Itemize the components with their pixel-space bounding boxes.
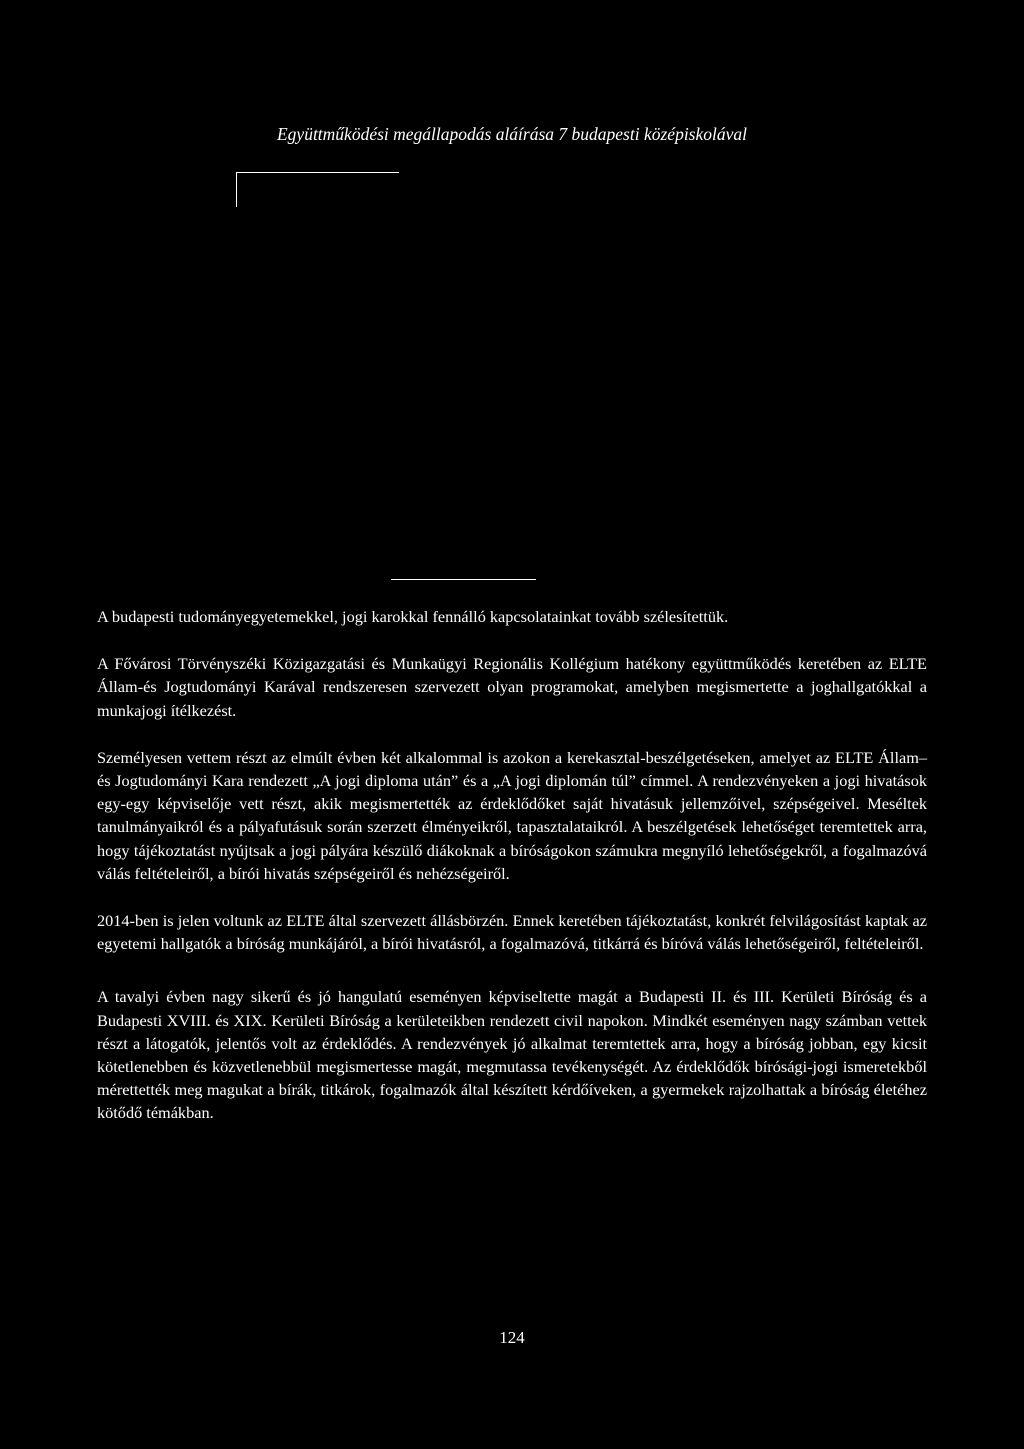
paragraph-universities: A budapesti tudományegyetemekkel, jogi karokkal fennálló kapcsolatainkat tovább szélesítettük.	[97, 607, 729, 626]
photo-frame-bottom-line	[391, 579, 536, 580]
photo-caption: Együttműködési megállapodás aláírása 7 budapesti középiskolával	[276, 124, 747, 144]
paragraph-roundtable: Személyesen vettem részt az elmúlt évben két alkalommal is azokon a kerekasztal-beszélgetéseken, amelyet az ELTE Állam– és Jogtudományi Kara rendezett „A jogi diploma után” és a „A jogi diplomán túl” címmel. A rendezvényeken a jogi hivatások egy-egy képviselője vett részt, akik megismertették az érdeklődőket saját hivatásuk jellemzőivel, szépségeivel. Meséltek tanulmányaikról és a pályafutásuk során szerzett élményeikről, tapasztalataikról. A beszélgetések lehetőséget teremtettek arra, hogy tájékoztatást nyújtsak a jogi pályára készülő diákoknak a bíróságokon számukra megnyíló lehetőségekről, a fogalmazóvá válás feltételeiről, a bírói hivatás szépségeiről és nehézségeiről.	[97, 747, 927, 883]
photo-placeholder	[236, 172, 536, 582]
paragraph-civil-days: A tavalyi évben nagy sikerű és jó hangulatú eseményen képviseltette magát a Budapesti II. és III. Kerületi Bíróság és a Budapesti XVIII. és XIX. Kerületi Bíróság a kerületeikben rendezett civil napokon. Mindkét eseményen nagy számban vettek részt a látogatók, jelentős volt az érdeklődés. A rendezvények jó alkalmat teremtettek arra, hogy a bíróság jobban, egy kicsit kötetlenebben és közvetlenebbül megismertesse magát, megmutassa tevékenységét. Az érdeklődők bírósági-jogi ismeretekből mérettették meg magukat a bírák, titkárok, fogalmazók által készített kérdőíveken, a gyermekek rajzolhattak a bíróság életéhez kötődő témákban.	[97, 987, 927, 1123]
photo-frame-corner	[236, 172, 399, 207]
paragraph-collegium: A Fővárosi Törvényszéki Közigazgatási és Munkaügyi Regionális Kollégium hatékony együttműködés keretében az ELTE Állam-és Jogtudományi Karával rendszeresen szervezett olyan programokat, amelyben megismertette a joghallgatókkal a munkajogi ítélkezést.	[97, 654, 927, 720]
paragraph-job-fair: 2014-ben is jelen voltunk az ELTE által szervezett állásbörzén. Ennek keretében tájékoztatást, konkrét felvilágosítást kaptak az egyetemi hallgatók a bíróság munkájáról, a bírói hivatásról, a fogalmazóvá, titkárrá és bíróvá válás lehetőségeiről, feltételeiről.	[97, 911, 927, 954]
body-text	[97, 605, 927, 1125]
page-number: 124	[499, 1328, 525, 1347]
